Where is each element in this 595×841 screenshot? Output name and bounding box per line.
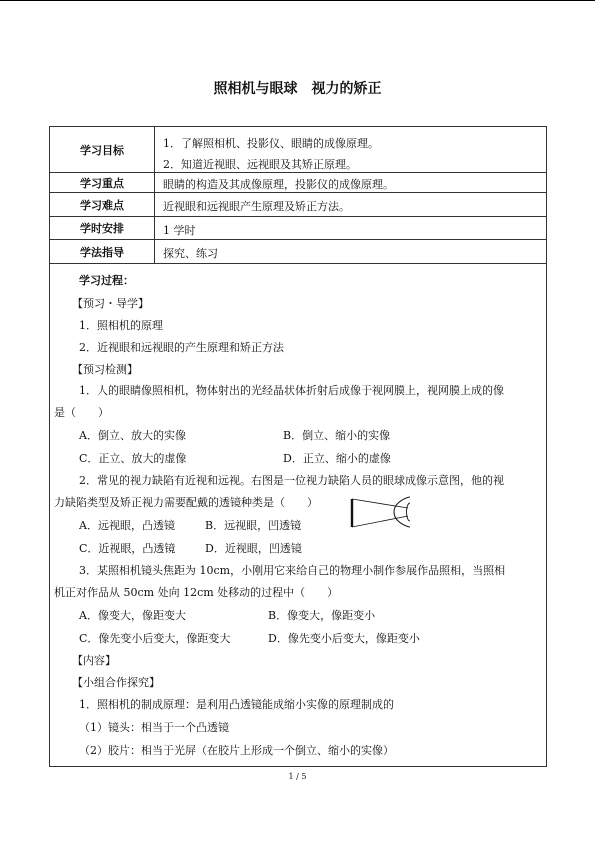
row-difficulty: [50, 193, 546, 217]
difficulty-value: 近视眼和远视眼产生原理及矫正方法。: [163, 200, 350, 213]
time-value: 1 学时: [163, 224, 196, 237]
goals-label: 学习目标: [50, 127, 155, 172]
q3-option-c: C．像先变小后变大，像距变大: [79, 632, 231, 645]
goal-1: 1．了解照相机、投影仪、眼睛的成像原理。: [163, 137, 379, 150]
method-label: 学法指导: [50, 240, 155, 263]
top-rule: [0, 0, 595, 1]
preview-item-1: 1．照相机的原理: [79, 319, 163, 332]
q2-option-d: D．近视眼，凹透镜: [205, 542, 302, 555]
q3-line-2: 机正对作品从 50cm 处向 12cm 处移动的过程中（ ）: [54, 586, 339, 599]
method-value: 探究、练习: [163, 247, 218, 260]
lens: [407, 503, 411, 521]
explore-item-3: （2）胶片：相当于光屏（在胶片上形成一个倒立、缩小的实像）: [79, 744, 394, 757]
preview-heading: 【预习・导学】: [72, 297, 149, 310]
eye-diagram: [300, 491, 410, 535]
explore-item-1: 1．照相机的制成原理：是利用凸透镜能成缩小实像的原理制成的: [79, 698, 394, 711]
page-number: 1 / 5: [288, 772, 307, 781]
q1-line-1: 1．人的眼睛像照相机，物体射出的光经晶状体折射后成像于视网膜上，视网膜上成的像: [79, 384, 504, 397]
key-label: 学习重点: [50, 173, 155, 192]
q2-line-1: 2．常见的视力缺陷有近视和远视。右图是一位视力缺陷人员的眼球成像示意图，他的视: [79, 474, 504, 487]
q2-line-2: 力缺陷类型及矫正视力需要配戴的透镜种类是（ ）: [54, 496, 318, 509]
q3-option-b: B．像变大，像距变小: [268, 609, 376, 622]
q3-line-1: 3．某照相机镜头焦距为 10cm，小刚用它来给自己的物理小制作参展作品照相，当照相: [79, 564, 506, 577]
row-goals: [50, 127, 546, 173]
goal-2: 2．知道近视眼、远视眼及其矫正原理。: [163, 158, 357, 171]
page-title: 照相机与眼球 视力的矫正: [213, 81, 382, 97]
row-key: [50, 173, 546, 193]
row-method: [50, 240, 546, 264]
q1-option-d: D．正立、缩小的虚像: [283, 452, 391, 465]
q3-option-a: A．像变大，像距变大: [79, 609, 186, 622]
group-heading: 【小组合作探究】: [72, 676, 160, 689]
process-heading: 学习过程：: [79, 274, 134, 287]
q1-option-a: A．倒立、放大的实像: [79, 429, 186, 442]
q2-option-b: B．远视眼，凹透镜: [205, 519, 302, 532]
q1-line-2: 是（ ）: [54, 406, 109, 419]
explore-item-2: （1）镜头：相当于一个凸透镜: [79, 721, 229, 734]
q1-option-b: B．倒立、缩小的实像: [283, 429, 391, 442]
q1-option-c: C．正立、放大的虚像: [79, 452, 187, 465]
explore-item-4: [79, 765, 513, 767]
ray-bottom: [352, 516, 408, 527]
ray-top: [352, 499, 408, 508]
lesson-table: [49, 126, 547, 767]
preview-item-2: 2．近视眼和远视眼的产生原理和矫正方法: [79, 341, 284, 354]
q3-option-d: D．像先变小后变大，像距变小: [268, 632, 420, 645]
check-heading: 【预习检测】: [72, 363, 138, 376]
content-heading: 【内容】: [72, 654, 116, 667]
q2-option-c: C．近视眼，凸透镜: [79, 542, 176, 555]
difficulty-label: 学习难点: [50, 193, 155, 216]
key-value: 眼睛的构造及其成像原理，投影仪的成像原理。: [163, 178, 394, 191]
q2-option-a: A．远视眼，凸透镜: [79, 519, 175, 532]
time-label: 学时安排: [50, 217, 155, 239]
eyeball: [394, 496, 410, 528]
row-time: [50, 217, 546, 240]
